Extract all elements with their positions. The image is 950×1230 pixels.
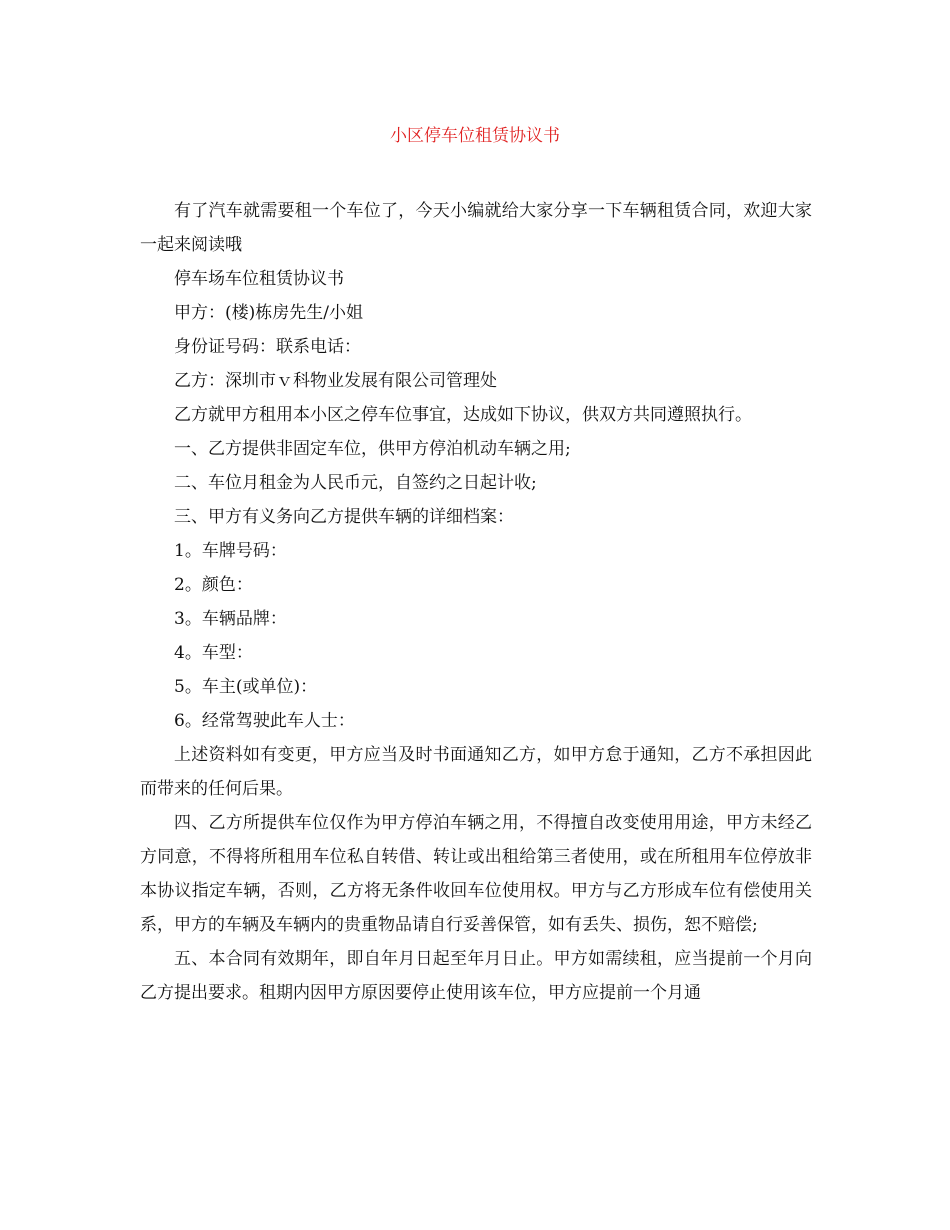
list-item-color: 2。颜色： (174, 575, 253, 595)
paragraph-clause-3: 三、甲方有义务向乙方提供车辆的详细档案： (174, 507, 514, 527)
document-title: 小区停车位租赁协议书 (390, 126, 560, 146)
paragraph-clause-4: 四、乙方所提供车位仅作为甲方停泊车辆之用，不得擅自改变使用用途，甲方未经乙方同意，不得将所租用车位私自转借、转让或出租给第三者使用，或在所租用车位停放非本协议指定车辆，否则，乙方将无条件收回车位使用权。甲方与乙方形成车位有偿使用关系，甲方的车辆及车辆内的贵重物品请自行妥善保管，如有丢失、损伤，恕不赔偿; (140, 813, 812, 935)
paragraph-intro: 有了汽车就需要租一个车位了，今天小编就给大家分享一下车辆租赁合同，欢迎大家一起来阅读哦 (140, 201, 812, 255)
paragraph-subtitle: 停车场车位租赁协议书 (174, 269, 344, 289)
list-item-driver: 6。经常驾驶此车人士： (174, 711, 355, 731)
paragraph-change-notice: 上述资料如有变更，甲方应当及时书面通知乙方，如甲方怠于通知，乙方不承担因此而带来的任何后果。 (140, 745, 812, 799)
paragraph-party-a: 甲方：(楼)栋房先生/小姐 (174, 303, 363, 323)
document-body (140, 194, 812, 1010)
paragraph-clause-1: 一、乙方提供非固定车位，供甲方停泊机动车辆之用; (174, 439, 571, 459)
paragraph-clause-5: 五、本合同有效期年，即自年月日起至年月日止。甲方如需续租，应当提前一个月向乙方提出要求。租期内因甲方原因要停止使用该车位，甲方应提前一个月通 (140, 949, 812, 1003)
paragraph-id-phone: 身份证号码：联系电话： (174, 337, 361, 357)
list-item-brand: 3。车辆品牌： (174, 609, 287, 629)
paragraph-clause-2: 二、车位月租金为人民币元，自签约之日起计收; (174, 473, 537, 493)
list-item-model: 4。车型： (174, 643, 253, 663)
list-item-owner: 5。车主(或单位)： (174, 677, 318, 697)
paragraph-party-b: 乙方：深圳市ｖ科物业发展有限公司管理处 (174, 371, 497, 391)
paragraph-agreement-intro: 乙方就甲方租用本小区之停车位事宜，达成如下协议，供双方共同遵照执行。 (174, 405, 752, 425)
list-item-plate-number: 1。车牌号码： (174, 541, 287, 561)
